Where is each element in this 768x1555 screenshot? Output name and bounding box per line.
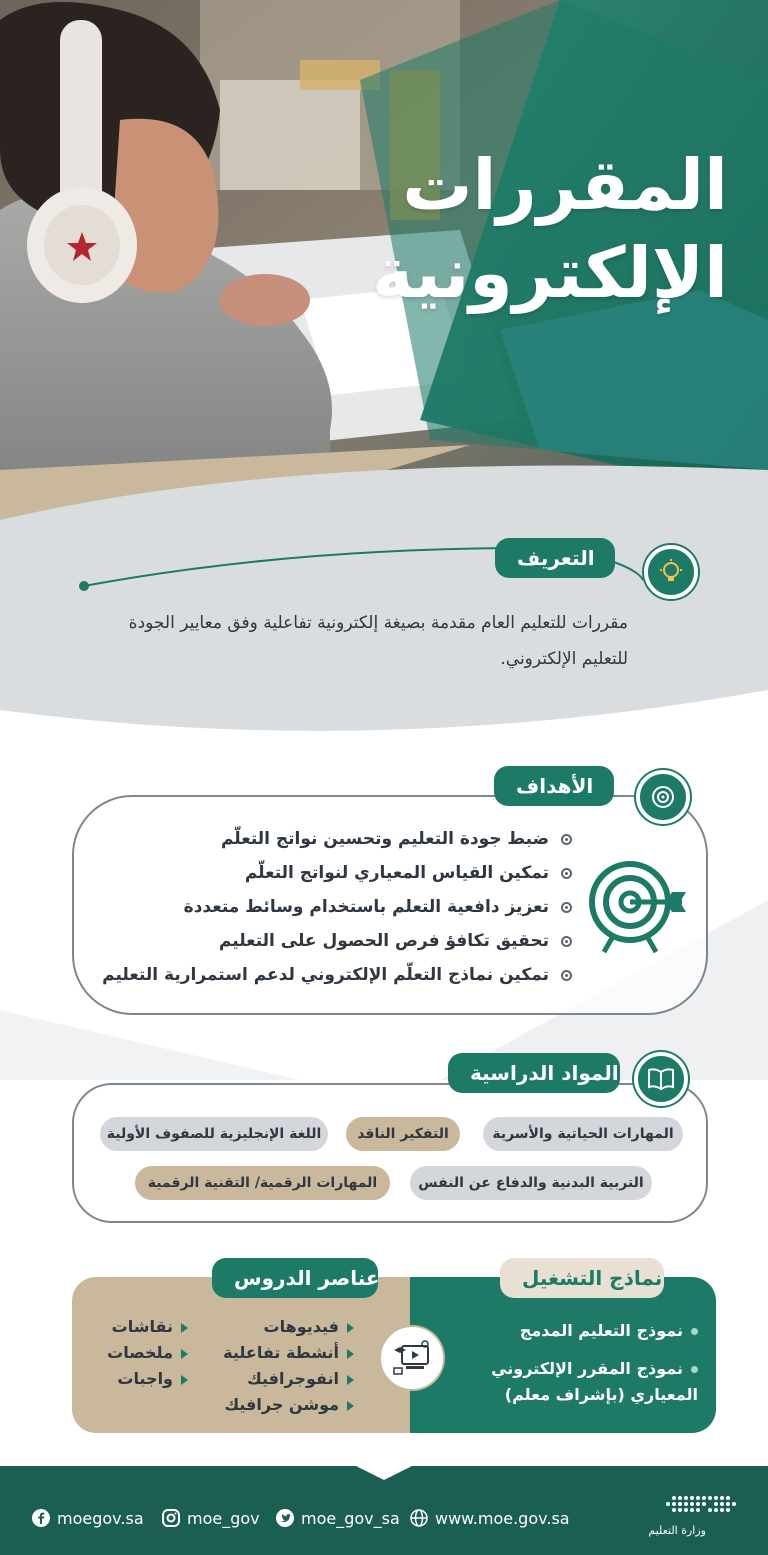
lessons-heading: عناصر الدروس (212, 1258, 378, 1298)
book-icon (634, 1052, 688, 1106)
ministry-logo (634, 1494, 744, 1540)
twitter-icon (276, 1509, 294, 1527)
lesson-item: نقاشات (112, 1314, 188, 1340)
subject-pill: اللغة الإنجليزية للصفوف الأولية (100, 1117, 328, 1151)
subject-pill: المهارات الحياتية والأسرية (483, 1117, 683, 1151)
ministry-logo-icon (634, 1494, 744, 1520)
hero-section (0, 0, 768, 560)
footer-notch (356, 1462, 412, 1482)
bullet-icon (561, 970, 572, 981)
objective-item: تمكين نماذج التعلّم الإلكتروني لدعم استمرارية التعليم (102, 958, 572, 992)
subject-pill: التفكير الناقد (346, 1117, 460, 1151)
arrow-icon (347, 1401, 354, 1411)
ministry-name: وزارة التعليم (648, 1524, 706, 1537)
lesson-item: أنشطة تفاعلية (223, 1340, 354, 1366)
operating-models-panel (410, 1277, 716, 1433)
subject-pill: التربية البدنية والدفاع عن النفس (410, 1166, 652, 1200)
subjects-box (72, 1083, 708, 1223)
definition-heading: التعريف (495, 538, 615, 578)
hero-title-line1: المقررات (402, 144, 728, 226)
objective-item: تحقيق تكافؤ فرص الحصول على التعليم (102, 924, 572, 958)
lesson-item: فيديوهات (264, 1314, 354, 1340)
bullet-icon (691, 1328, 698, 1335)
lightbulb-icon (644, 545, 698, 599)
arrow-icon (347, 1323, 354, 1333)
lesson-item: ملخصات (107, 1340, 188, 1366)
elearning-device-icon (381, 1327, 443, 1389)
objective-item: ضبط جودة التعليم وتحسين نواتج التعلّم (102, 822, 572, 856)
bullet-icon (691, 1366, 698, 1373)
instagram-link[interactable]: moe_gov (162, 1507, 260, 1529)
model-item: نموذج التعليم المدمج (438, 1318, 698, 1344)
subjects-heading: المواد الدراسية (448, 1053, 620, 1093)
definition-text: مقررات للتعليم العام مقدمة بصيغة إلكترونية تفاعلية وفق معايير الجودة للتعليم الإلكتروني. (128, 613, 628, 669)
globe-icon (410, 1509, 428, 1527)
lesson-item: واجبات (117, 1366, 188, 1392)
hero-title-line2: الإلكترونية (371, 232, 728, 314)
models-heading: نماذج التشغيل (500, 1258, 664, 1298)
arrow-icon (347, 1375, 354, 1385)
bullet-icon (561, 868, 572, 879)
model-item: نموذج المقرر الإلكتروني المعياري (بإشراف معلم) (491, 1359, 698, 1404)
arrow-icon (181, 1349, 188, 1359)
subject-pill: المهارات الرقمية/ التقنية الرقمية (135, 1166, 390, 1200)
bullet-icon (561, 936, 572, 947)
facebook-link[interactable]: moegov.sa (32, 1507, 144, 1529)
arrow-icon (347, 1349, 354, 1359)
definition-bottom-curve (0, 690, 768, 760)
lesson-item: موشن جرافيك (224, 1392, 354, 1418)
arrow-icon (181, 1323, 188, 1333)
target-small-icon (636, 770, 690, 824)
instagram-icon (162, 1509, 180, 1527)
objective-item: تعزيز دافعية التعلم باستخدام وسائط متعددة (102, 890, 572, 924)
target-arrow-icon (586, 858, 690, 954)
objectives-heading: الأهداف (494, 766, 614, 806)
lesson-item: انفوجرافيك (247, 1366, 354, 1392)
website-link[interactable]: www.moe.gov.sa (410, 1507, 570, 1529)
bullet-icon (561, 902, 572, 913)
objectives-list (102, 822, 572, 992)
definition-connector-line (78, 540, 718, 600)
objective-item: تمكين القياس المعياري لنواتج التعلّم (102, 856, 572, 890)
facebook-icon (32, 1509, 50, 1527)
twitter-link[interactable]: moe_gov_sa (276, 1507, 400, 1529)
arrow-icon (181, 1375, 188, 1385)
bullet-icon (561, 834, 572, 845)
